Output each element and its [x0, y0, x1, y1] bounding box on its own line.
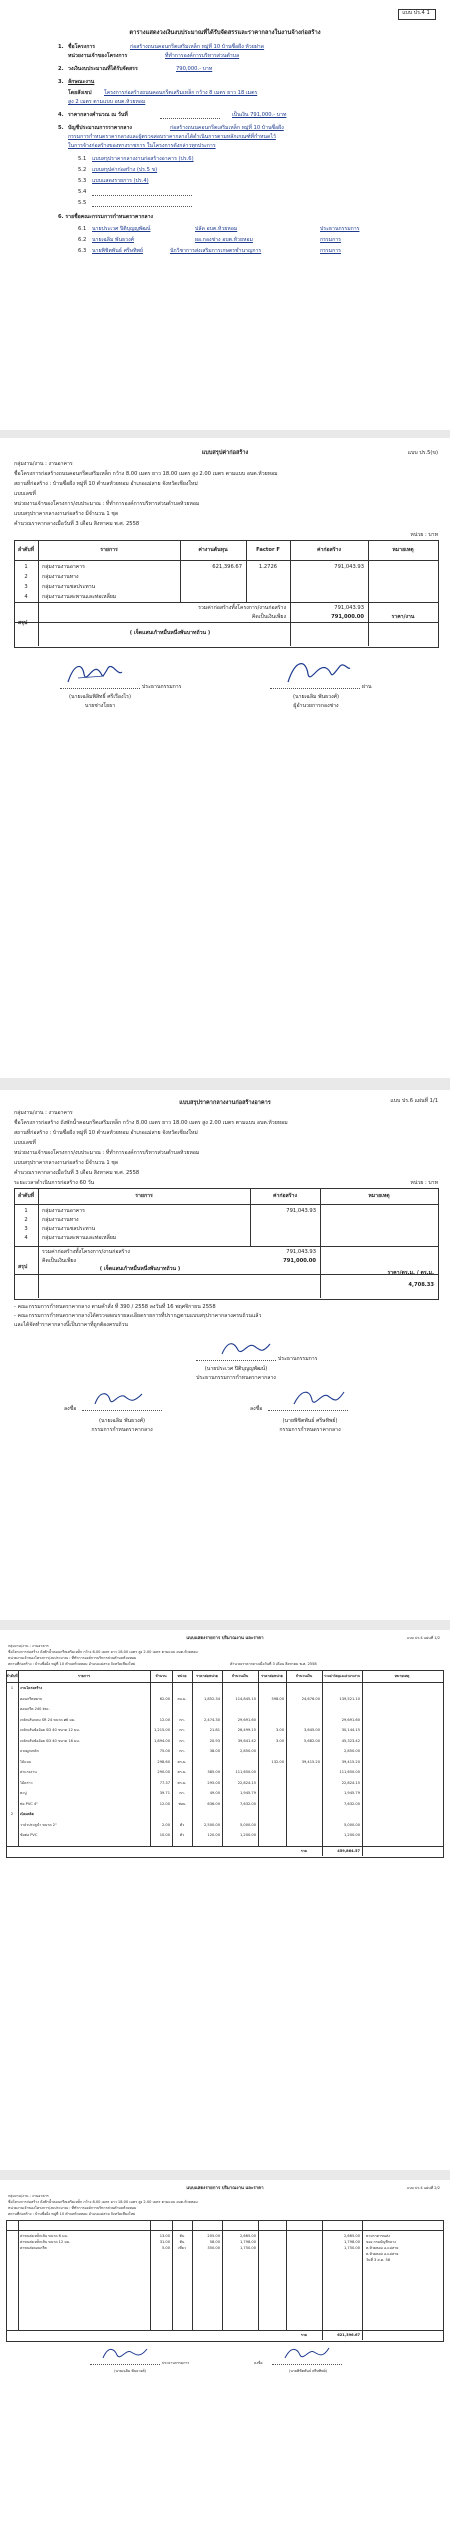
row-a1: 22,824.15	[237, 1780, 256, 1785]
row-item: ไม้คร่าว	[20, 1780, 33, 1785]
row-amount: 1,750.00	[239, 2246, 256, 2250]
row-qty: 1,215.00	[153, 1728, 170, 1732]
sub-number: 5.4	[78, 189, 87, 195]
row-a1: 7,632.00	[239, 1801, 256, 1806]
col-header: ค่างานต้นทุน	[198, 547, 228, 553]
row-qty: 1,894.00	[153, 1738, 170, 1743]
col-header: จำนวน	[155, 1674, 167, 1678]
item-value: 790,000.- บาท	[176, 66, 213, 72]
row-a1: 1,200.00	[239, 1833, 256, 1837]
signer-role: ประธานกรรมการ	[278, 1356, 318, 1362]
blank-line	[92, 206, 192, 207]
row-number: 2	[24, 574, 28, 580]
total-value: 621,396.67	[337, 2333, 360, 2337]
signer-name: (นายเฉลิม พันธวงศ์)	[114, 2369, 146, 2373]
page-1-price-summary-form	[0, 0, 450, 430]
row-sum: 2,665.00	[343, 2234, 360, 2238]
row-sum: 29,691.60	[341, 1717, 360, 1722]
meta-line: คำนวณราคากลางเมื่อวันที่ 3 เดือน สิงหาคม พ.ศ. 2558	[14, 521, 140, 527]
page-title: แบบแสดงรายการ ปริมาณงาน และราคา	[186, 1636, 264, 1641]
row-a2: 39,415.20	[301, 1759, 320, 1764]
col-header: จำนวนเงิน	[231, 1674, 249, 1678]
sum-value: 791,043.93	[286, 1249, 316, 1255]
row-a1: 2,850.00	[239, 1749, 256, 1753]
signer-name: (นายเฉลิม พันธวงศ์)	[293, 694, 339, 700]
row-sum: 22,824.15	[341, 1780, 360, 1785]
row-sum: 45,323.42	[341, 1738, 360, 1743]
note-line: วันที่ 3 ส.ค. 58	[366, 2258, 391, 2262]
page-5-bill-of-quantities-2	[0, 2180, 450, 2530]
row-p1: 2,474.30	[203, 1717, 220, 1722]
amount-in-words: ( เจ็ดแสนเก้าหมื่นหนึ่งพันบาทถ้วน )	[99, 1266, 181, 1272]
signer-title: กรรมการกำหนดราคากลาง	[91, 1427, 153, 1433]
total-label: รวม	[300, 1849, 308, 1853]
row-item: กลุ่มงานงานชลประทาน	[42, 584, 96, 590]
row-item: ค่าขนส่งเหล็กเส้น ขนาด 6 มม.	[20, 2234, 68, 2238]
note-line: ต.ห้วยหอม อ.แม่สาย	[366, 2246, 399, 2250]
col-header: ราคาต่อหน่วย	[196, 1674, 218, 1678]
row-sum: 1,200.00	[343, 1833, 360, 1837]
committee-name: นายประเวศ ปิติบุญญพัฒน์	[92, 226, 151, 232]
row-number: 1	[24, 564, 28, 570]
item-value: เป็นเงิน 791,000.- บาท	[232, 112, 287, 118]
col-header: รายการ	[135, 1193, 153, 1199]
row-unit: ตร.ม.	[177, 1759, 187, 1764]
row-qty: 2.00	[161, 1822, 170, 1827]
row-unit: ตัน	[179, 2240, 185, 2244]
item-label: ลักษณะงาน	[68, 79, 95, 85]
sub-text: แบบสรุปราคากลางงานก่อสร้างอาคาร (ปร.6)	[92, 156, 194, 162]
meta-line: สถานที่ก่อสร้าง : บ้านซื่อฝั่ง หมู่ที่ 10 ตำบลห้วยหอม อำเภอแม่สาย จังหวัดเชียงใหม่	[14, 1130, 198, 1136]
col-header: ค่าก่อสร้าง	[272, 1193, 298, 1199]
meta-line: ชื่อโครงการก่อสร้าง ถังพักน้ำคอนกรีตเสริมเหล็ก กว้าง 8.00 เมตร ยาว 18.00 เมตร สูง 2.00 เมตร ตามแบบ อบต.ห้วยหอม	[8, 2200, 198, 2204]
row-number: 1	[24, 1208, 28, 1214]
row-a2: 3,645.00	[303, 1728, 320, 1732]
row-item: ท่อ PVC 4"	[20, 1801, 38, 1806]
form-code: แบบ ปร.4 แผ่นที่ 2/2	[407, 2186, 440, 2190]
summary-label: สรุป	[18, 1264, 28, 1270]
row-unit: กก.	[179, 1749, 185, 1753]
row-qty: 290.00	[157, 1770, 170, 1774]
page-4-bill-of-quantities-1	[0, 1630, 450, 2170]
row-item: เหล็กเส้นข้ออ้อย SD 40 ขนาด 12 มม.	[20, 1728, 80, 1732]
signature-image	[100, 2344, 150, 2364]
signature-image	[218, 1336, 274, 1360]
row-sum: 1,798.00	[343, 2240, 360, 2244]
meta-line: แบบสรุปราคากลางงานก่อสร้าง มีจำนวน 1 ชุด	[14, 511, 119, 517]
col-header: จำนวนเงิน	[295, 1674, 313, 1678]
sum-unit: ราคา/งาน	[391, 614, 415, 620]
row-item: กลุ่มงานงานสะพานและท่อเหลี่ยม	[42, 594, 117, 600]
row-p1: 120.00	[207, 1833, 220, 1837]
form-code: แบบ ปร.5(ข)	[407, 450, 438, 456]
committee-duty: กรรมการ	[320, 237, 341, 243]
row-item: คอนกรีต 240 ksc.	[20, 1707, 50, 1711]
row-sum: 1,945.79	[343, 1791, 360, 1795]
signature-image	[282, 2344, 332, 2364]
row-number: 4	[24, 1235, 28, 1241]
item-value: ที่ทำการองค์การบริหารส่วนตำบล	[165, 53, 240, 59]
row-p2: 132.00	[271, 1759, 284, 1764]
row-item: กลุ่มงานงานชลประทาน	[42, 1226, 96, 1232]
signer-role: ผ่าน	[362, 684, 372, 690]
signer-name: (นายเฉลิมพิสิทธิ์ ศรีเรืองไร)	[69, 694, 131, 700]
total-label: รวม	[300, 2333, 308, 2337]
row-p2: 3.00	[275, 1738, 284, 1743]
row-item: เหล็กเส้นข้ออ้อย SD 40 ขนาด 16 มม.	[20, 1738, 80, 1743]
row-p1: 385.00	[207, 1770, 220, 1774]
note-line: ตามราคาขนส่ง	[366, 2234, 390, 2238]
meta-line: แบบเลขที่	[14, 1140, 36, 1146]
meta-line: กลุ่มงาน/งาน : งานอาคาร	[14, 1110, 73, 1116]
row-a1: 111,650.00	[235, 1770, 256, 1774]
form-code: แบบ ปร.4 แผ่นที่ 1/2	[407, 1636, 440, 1640]
row-number: 4	[24, 594, 28, 600]
row-number: 2	[24, 1217, 28, 1223]
row-qty: 10.00	[159, 1833, 170, 1837]
row-unit: ตร.ม.	[177, 1780, 187, 1785]
paragraph-line: กรรมการกำหนดราคากลางและผู้ตรวจสอบราคากลางได้ดำเนินการตามหลักเกณฑ์ที่กำหนดไว้	[68, 134, 276, 140]
signer-role: ลงชื่อ	[64, 1406, 77, 1412]
col-header: หมายเหตุ	[368, 1193, 390, 1199]
row-item: ค่าขนส่งเหล็กเส้น ขนาด 12 มม.	[20, 2240, 71, 2244]
row-item: กลุ่มงานงานสะพานและท่อเหลี่ยม	[42, 1235, 117, 1241]
item-number: 5.	[58, 125, 64, 131]
page-title: แบบแสดงรายการ ปริมาณงาน และราคา	[186, 2186, 264, 2191]
item-label: ราคากลางคำนวณ ณ วันที่	[68, 112, 128, 118]
signer-name: (นายประเวศ ปิติบุญญพัฒน์)	[204, 1366, 268, 1372]
col-header: หมายเหตุ	[394, 1674, 410, 1678]
row-p2: 3.00	[275, 1728, 284, 1732]
meta-line: กลุ่มงาน/งาน : งานอาคาร	[8, 1644, 49, 1648]
signer-title: ประธานกรรมการกำหนดราคากลาง	[196, 1375, 276, 1381]
col-header: รายการ	[77, 1674, 91, 1678]
row-amount: 2,665.00	[239, 2234, 256, 2238]
row-item: กลุ่มงานงานทาง	[42, 1217, 79, 1223]
meta-line: หน่วยงานเจ้าของโครงการ/งบประมาณ : ที่ทำการองค์การบริหารส่วนตำบลห้วยหอม	[14, 501, 200, 507]
item-number: 2.	[58, 66, 64, 72]
signer-name: (นายเฉลิม พันธวงศ์)	[99, 1418, 145, 1424]
col-header: ลำดับที่	[17, 547, 35, 553]
item-label: โดยสังเขป	[68, 90, 92, 96]
row-qty: 12.00	[159, 1717, 170, 1722]
row-qty: 75.00	[159, 1749, 170, 1753]
row-qty: 39.71	[159, 1791, 170, 1795]
item-number: 3.	[58, 79, 64, 85]
row-item: กลุ่มงานงานอาคาร	[42, 1208, 85, 1214]
signer-role: ประธานกรรมการ	[142, 684, 182, 690]
meta-line: คำนวณราคากลางเมื่อวันที่ 3 เดือน สิงหาคม พ.ศ. 2558	[14, 1170, 140, 1176]
row-item: ลวดผูกเหล็ก	[20, 1749, 39, 1753]
meta-line: แบบสรุปราคากลางงานก่อสร้าง มีจำนวน 1 ชุด	[14, 1160, 119, 1166]
signature-image	[92, 1388, 146, 1410]
row-sum: 30,144.15	[341, 1728, 360, 1732]
signer-title: กรรมการกำหนดราคากลาง	[279, 1427, 341, 1433]
sum-label: คิดเป็นเงินเพียง	[42, 1258, 77, 1264]
row-item: ค่าขนส่งคอนกรีต	[20, 2246, 47, 2250]
page-title: ตารางแสดงวงเงินงบประมาณที่ได้รับจัดสรรและราคากลางในงานจ้างก่อสร้าง	[129, 30, 321, 36]
signer-role: ลงชื่อ	[254, 2361, 263, 2365]
note-line: - คณะกรรมการกำหนดราคากลางได้ตรวจสอบรายละเอียดรายการที่ปรากฏตามแบบสรุปราคากลางครบถ้วนแล้ว	[14, 1313, 262, 1319]
signer-name: (นายพิชิตพันธ์ ศรีษทิพย์)	[288, 2369, 328, 2373]
row-total: 791,043.93	[334, 564, 364, 570]
item-label: บัญชีประมาณการราคากลาง	[68, 125, 132, 131]
total-value: 459,864.57	[337, 1849, 360, 1853]
row-qty: 31.00	[159, 2240, 170, 2244]
col-header: ค่าก่อสร้าง	[316, 547, 342, 553]
row-a1: 26,499.15	[237, 1728, 256, 1732]
col-header: ลำดับที่	[6, 1674, 18, 1678]
row-a1: 29,691.60	[237, 1717, 256, 1722]
col-header: ราคาต่อหน่วย	[261, 1674, 283, 1678]
meta-line: คำนวณราคากลางเมื่อวันที่ 3 เดือน สิงหาคม พ.ศ. 2558	[230, 1662, 317, 1666]
page-title: แบบสรุปราคากลางงานก่อสร้างอาคาร	[179, 1100, 271, 1106]
row-p1: 295.00	[207, 1780, 220, 1785]
row-sum: 39,415.20	[341, 1759, 360, 1764]
row-unit: เที่ยว	[178, 2246, 186, 2250]
row-qty: 298.60	[157, 1759, 170, 1764]
committee-name: นายเฉลิม พันธวงศ์	[92, 237, 134, 243]
row-sum: 1,750.00	[343, 2246, 360, 2250]
row-item: กลุ่มงานงานอาคาร	[42, 564, 85, 570]
sub-number: 5.2	[78, 167, 87, 173]
row-number: 3	[24, 584, 28, 590]
sum-value: 791,000.00	[331, 614, 364, 620]
row-a1: 114,845.10	[235, 1696, 256, 1701]
meta-line: ระยะเวลาดำเนินการก่อสร้าง 60 วัน	[14, 1180, 95, 1186]
meta-line: หน่วยงานเจ้าของโครงการ/งบประมาณ : ที่ทำการองค์การบริหารส่วนตำบลห้วยหอม	[14, 1150, 200, 1156]
sub-text: แบบสรุปค่าก่อสร้าง (ปร.5 ข)	[92, 167, 158, 173]
row-a2: 24,676.00	[301, 1696, 320, 1701]
row-qty: 13.00	[159, 2234, 170, 2238]
row-qty: 62.00	[159, 1696, 170, 1701]
note-line: ต.ห้วยหอม อ.แม่สาย	[366, 2252, 399, 2256]
page-title: แบบสรุปค่าก่อสร้าง	[201, 450, 249, 456]
signature-image	[290, 1386, 346, 1410]
committee-name: นายพิชิตพันธ์ ศรีษทิพย์	[92, 248, 143, 254]
item-label: วงเงินงบประมาณที่ได้รับจัดสรร	[68, 66, 138, 72]
meta-line: สถานที่ก่อสร้าง : บ้านซื่อฝั่ง หมู่ที่ 10 ตำบลห้วยหอม อำเภอแม่สาย จังหวัดเชียงใหม่	[8, 1662, 136, 1666]
meta-line: ชื่อโครงการก่อสร้าง ถังพักน้ำคอนกรีตเสริมเหล็ก กว้าง 8.00 เมตร ยาว 18.00 เมตร สูง 2.00 เมตร ตามแบบ อบต.ห้วยหอม	[14, 1120, 288, 1126]
row-item: ไม้แบบ	[20, 1759, 32, 1764]
sum-label: รวมค่าก่อสร้างทั้งโครงการ/งานก่อสร้าง	[198, 605, 286, 611]
row-a1: 1,945.79	[239, 1791, 256, 1795]
item-value: โครงการก่อสร้างถนนคอนกรีตเสริมเหล็ก กว้าง 8 เมตร ยาว 18 เมตร	[104, 90, 258, 96]
meta-line: กลุ่มงาน/งาน : งานอาคาร	[14, 461, 73, 467]
row-unit-price: 58.00	[209, 2240, 220, 2244]
row-a2: 5,682.00	[303, 1738, 320, 1743]
item-value: ก่อสร้างถนนคอนกรีตเสริมเหล็ก หมู่ที่ 10 บ้านซื่อฝั่ง	[170, 125, 284, 131]
sub-text: แบบแสดงรายการ (ปร.4)	[92, 178, 149, 184]
committee-header: 6. รายชื่อคณะกรรมการกำหนดราคากลาง	[58, 214, 154, 220]
meta-line: ชื่อโครงการก่อสร้าง ถังพักน้ำคอนกรีตเสริมเหล็ก กว้าง 8.00 เมตร ยาว 18.00 เมตร สูง 2.00 เมตร ตามแบบ อบต.ห้วยหอม	[8, 1650, 198, 1654]
blank-line	[92, 195, 192, 196]
row-number: 3	[24, 1226, 28, 1232]
page-3-building-cost-summary-pr6	[0, 1090, 450, 1620]
note-line: - คณะกรรมการกำหนดราคากลาง ตามคำสั่ง ที่ 390 / 2558 ลงวันที่ 16 พฤศจิกายน 2558	[14, 1304, 216, 1310]
note-line: ของ กรมบัญชีกลาง	[366, 2240, 396, 2244]
meta-line: หน่วยงานเจ้าของโครงการ/งบประมาณ : ที่ทำการองค์การบริหารส่วนตำบลห้วยหอม	[8, 2206, 137, 2210]
row-sum: 139,521.10	[339, 1696, 360, 1701]
row-unit-price: 350.00	[207, 2246, 220, 2250]
meta-line: ชื่อโครงการก่อสร้างถนนคอนกรีตเสริมเหล็ก กว้าง 8.00 เมตร ยาว 18.00 เมตร สูง 2.00 เมตร ตามแบบ อบต.ห้วยหอม	[14, 471, 278, 477]
row-a1: 5,000.00	[239, 1822, 256, 1827]
committee-duty: ประธานกรรมการ	[320, 226, 360, 232]
row-sum: 111,650.00	[339, 1770, 360, 1774]
signature-image	[64, 660, 124, 688]
row-item: ค่าแรงงาน	[20, 1770, 37, 1774]
committee-number: 6.3	[78, 248, 87, 254]
row-unit-price: 205.00	[207, 2234, 220, 2238]
committee-role: ผอ.กองช่าง อบต.ห้วยหอม	[195, 237, 253, 243]
unit-label: หน่วย : บาท	[410, 1180, 438, 1186]
col-header: ลำดับที่	[17, 1193, 35, 1199]
row-item: ข้อต่อ PVC	[20, 1833, 38, 1837]
row-p1: 2,500.00	[203, 1822, 220, 1827]
form-code: แบบ ปร.4 1	[402, 10, 430, 16]
paragraph-line: ในการจ้างก่อสร้างของทางราชการ ในโครงการดังกล่าวทุกประการ	[68, 143, 216, 149]
item-value: ก่อสร้างถนนคอนกรีตเสริมเหล็ก หมู่ที่ 10 บ้านซื่อฝั่ง ห้วยฝาด	[130, 44, 265, 50]
row-unit: ตร.ม.	[177, 1770, 187, 1774]
area-value: 4,708.33	[408, 1282, 434, 1288]
row-p1: 21.81	[209, 1728, 220, 1732]
row-unit: ตัน	[179, 2234, 185, 2238]
row-unit: กก.	[179, 1728, 185, 1732]
col-header: หมายเหตุ	[392, 547, 414, 553]
row-item: งานโครงสร้าง	[20, 1686, 43, 1690]
row-unit: ตัว	[179, 1822, 185, 1827]
row-cost: 621,396.67	[212, 564, 242, 570]
row-total: 791,043.93	[286, 1208, 316, 1214]
row-item: เบ็ดเตล็ด	[20, 1812, 34, 1816]
row-unit: ท่อน	[178, 1801, 186, 1806]
col-header: รวมค่าวัสดุและค่าแรงงาน	[324, 1674, 360, 1678]
meta-line: หน่วยงานเจ้าของโครงการ/งบประมาณ : ที่ทำการองค์การบริหารส่วนตำบลห้วยหอม	[8, 1656, 137, 1660]
meta-line: สถานที่ก่อสร้าง : บ้านซื่อฝั่ง หมู่ที่ 10 ตำบลห้วยหอม อำเภอแม่สาย จังหวัดเชียงใหม่	[8, 2212, 136, 2216]
item-number: 4.	[58, 112, 64, 118]
sum-label: คิดเป็นเงินเพียง	[251, 614, 286, 620]
col-header: หน่วย	[177, 1674, 187, 1678]
sum-label: รวมค่าก่อสร้างทั้งโครงการ/งานก่อสร้าง	[42, 1249, 130, 1255]
amount-in-words: ( เจ็ดแสนเก้าหมื่นหนึ่งพันบาทถ้วน )	[129, 630, 211, 636]
item-number: 1.	[58, 44, 64, 50]
meta-line: กลุ่มงาน/งาน : งานอาคาร	[8, 2194, 49, 2198]
signer-role: ลงชื่อ	[250, 1406, 263, 1412]
row-qty: 12.00	[159, 1801, 170, 1806]
row-amount: 1,798.00	[239, 2240, 256, 2244]
row-p1: 38.00	[209, 1749, 220, 1753]
item-value: สูง 2 เมตร ตามแบบ อบต.ห้วยหอม	[68, 99, 146, 105]
committee-duty: กรรมการ	[320, 248, 341, 254]
col-header: รายการ	[100, 547, 118, 553]
signer-name: (นายพิชิตพันธ์ ศรีษทิพย์)	[282, 1418, 338, 1424]
row-sum: 5,000.00	[343, 1822, 360, 1827]
row-a1: 39,641.42	[237, 1738, 256, 1743]
row-sum: 7,632.00	[343, 1801, 360, 1806]
row-p1: 636.00	[207, 1801, 220, 1806]
note-line: และได้จัดทำราคากลางนี้เป็นราคาที่ถูกต้องครบถ้วน	[14, 1322, 128, 1328]
committee-number: 6.1	[78, 226, 87, 232]
col-header: Factor F	[256, 547, 280, 553]
page-2-cost-summary-pr5	[0, 438, 450, 1078]
row-sum: 2,850.00	[343, 1749, 360, 1753]
row-p1: 1,852.34	[203, 1696, 220, 1701]
row-unit: กก.	[179, 1738, 185, 1743]
area-label: ราคา/ตร.ม. / ตร.ม.	[387, 1270, 434, 1276]
form-code: แบบ ปร.6 แผ่นที่ 1/1	[390, 1098, 438, 1104]
row-unit: กก.	[179, 1717, 185, 1722]
meta-line: แบบเลขที่	[14, 491, 36, 497]
sub-number: 5.5	[78, 200, 87, 206]
row-item: กลุ่มงานงานทาง	[42, 574, 79, 580]
sub-number: 5.1	[78, 156, 87, 162]
signer-title: นายช่างโยธา	[84, 703, 116, 709]
row-factor: 1.2726	[258, 564, 278, 570]
summary-label: สรุป	[18, 620, 28, 626]
row-qty: 5.00	[161, 2246, 170, 2250]
committee-role: ปลัด อบต.ห้วยหอม	[195, 226, 238, 232]
meta-line: สถานที่ก่อสร้าง : บ้านซื่อฝั่ง หมู่ที่ 10 ตำบลห้วยหอม อำเภอแม่สาย จังหวัดเชียงใหม่	[14, 481, 198, 487]
sum-value: 791,043.93	[334, 605, 364, 611]
row-unit: กก.	[179, 1791, 185, 1795]
row-item: ตะปู	[20, 1791, 27, 1795]
signature-image	[282, 656, 352, 688]
row-item: คอนกรีตหยาบ	[20, 1696, 43, 1701]
row-p1: 20.93	[209, 1738, 220, 1743]
committee-role: นักวิชาการส่งเสริมการเกษตรชำนาญการ	[170, 248, 262, 254]
signer-title: ผู้อำนวยการกองช่าง	[293, 703, 339, 709]
date-blank	[160, 118, 220, 119]
sub-number: 5.3	[78, 178, 87, 184]
unit-label: หน่วย : บาท	[410, 532, 438, 538]
item-label: หน่วยงานเจ้าของโครงการ	[68, 53, 128, 59]
item-label: ชื่อโครงการ	[68, 44, 96, 50]
row-item: วาล์วประตูน้ำ ขนาด 2"	[20, 1822, 57, 1827]
row-p1: 49.00	[209, 1791, 220, 1795]
row-unit: ตัว	[179, 1833, 185, 1837]
committee-number: 6.2	[78, 237, 87, 243]
sum-value: 791,000.00	[283, 1258, 316, 1264]
row-p2: 398.00	[271, 1696, 284, 1701]
row-item: เหล็กเส้นกลม SR 24 ขนาด ø6 มม.	[20, 1717, 76, 1722]
row-unit: ลบ.ม.	[177, 1696, 187, 1701]
row-qty: 77.37	[159, 1780, 170, 1785]
row-no: 1	[10, 1686, 14, 1690]
row-no: 2	[10, 1812, 14, 1816]
signer-role: ประธานกรรมการ	[162, 2361, 190, 2365]
